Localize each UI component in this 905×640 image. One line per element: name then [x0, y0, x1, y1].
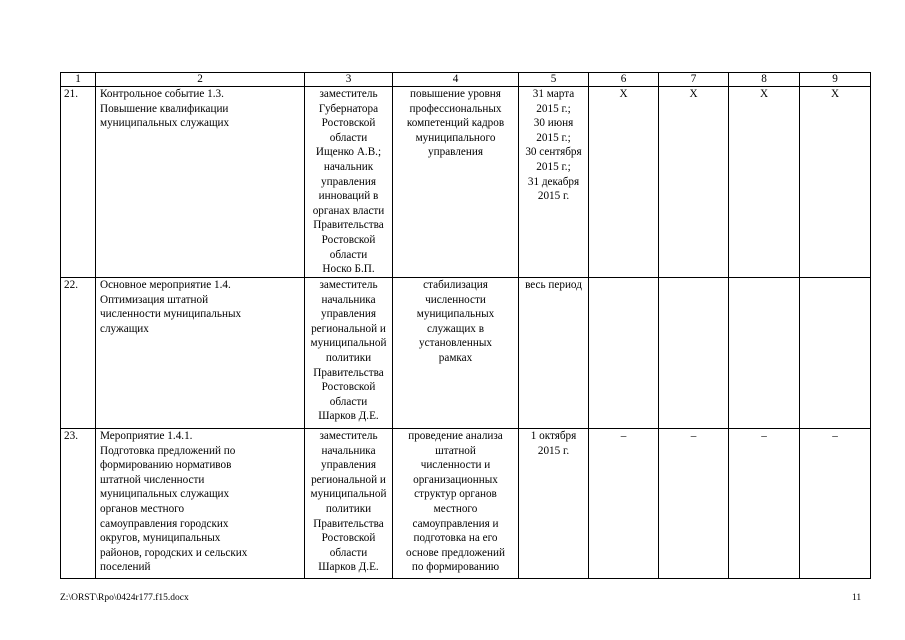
table-header-row [61, 73, 871, 87]
col6-cell: – [589, 429, 659, 579]
header-cell: 8 [729, 73, 800, 87]
result-cell: стабилизация численности муниципальных служащих в установленных рамках [393, 278, 519, 429]
period-cell: 1 октября 2015 г. [519, 429, 589, 579]
col7-cell: – [659, 429, 729, 579]
col8-cell: – [729, 429, 800, 579]
row-number-cell: 23. [61, 429, 96, 579]
col9-cell [800, 278, 871, 429]
table-row [61, 429, 871, 579]
responsible-cell: заместитель Губернатора Ростовской области Ищенко А.В.; начальник управления инноваций в органах власти Правительства Ростовской области Носко Б.П. [305, 87, 393, 278]
col8-cell [729, 278, 800, 429]
col6-cell [589, 278, 659, 429]
col9-cell: – [800, 429, 871, 579]
table-row [61, 87, 871, 278]
event-name-cell: Основное мероприятие 1.4. Оптимизация штатной численности муниципальных служащих [96, 278, 305, 429]
header-cell: 4 [393, 73, 519, 87]
plan-table [60, 72, 871, 579]
header-cell: 1 [61, 73, 96, 87]
header-cell: 6 [589, 73, 659, 87]
period-cell: 31 марта 2015 г.; 30 июня 2015 г.; 30 сентября 2015 г.; 31 декабря 2015 г. [519, 87, 589, 278]
row-number-cell: 21. [61, 87, 96, 278]
header-cell: 3 [305, 73, 393, 87]
header-cell: 5 [519, 73, 589, 87]
responsible-cell: заместитель начальника управления региональной и муниципальной политики Правительства Ростовской области Шарков Д.Е. [305, 429, 393, 579]
row-number-cell: 22. [61, 278, 96, 429]
header-cell: 2 [96, 73, 305, 87]
result-cell: повышение уровня профессиональных компетенций кадров муниципального управления [393, 87, 519, 278]
table-row [61, 278, 871, 429]
col7-cell: Х [659, 87, 729, 278]
col7-cell [659, 278, 729, 429]
period-cell: весь период [519, 278, 589, 429]
col6-cell: Х [589, 87, 659, 278]
page-number: 11 [852, 593, 862, 603]
col8-cell: Х [729, 87, 800, 278]
header-cell: 7 [659, 73, 729, 87]
result-cell: проведение анализа штатной численности и организационных структур органов местного самоуправления и подготовка на его основе предложений по формированию [393, 429, 519, 579]
responsible-cell: заместитель начальника управления региональной и муниципальной политики Правительства Ростовской области Шарков Д.Е. [305, 278, 393, 429]
file-path-footer: Z:\ORST\Rpo\0424r177.f15.docx [60, 593, 189, 603]
event-name-cell: Мероприятие 1.4.1. Подготовка предложений по формированию нормативов штатной численности муниципальных служащих органов местного самоуправления городских округов, муниципальных районов, городских и сельских поселений [96, 429, 305, 579]
col9-cell: Х [800, 87, 871, 278]
header-cell: 9 [800, 73, 871, 87]
event-name-cell: Контрольное событие 1.3. Повышение квалификации муниципальных служащих [96, 87, 305, 278]
